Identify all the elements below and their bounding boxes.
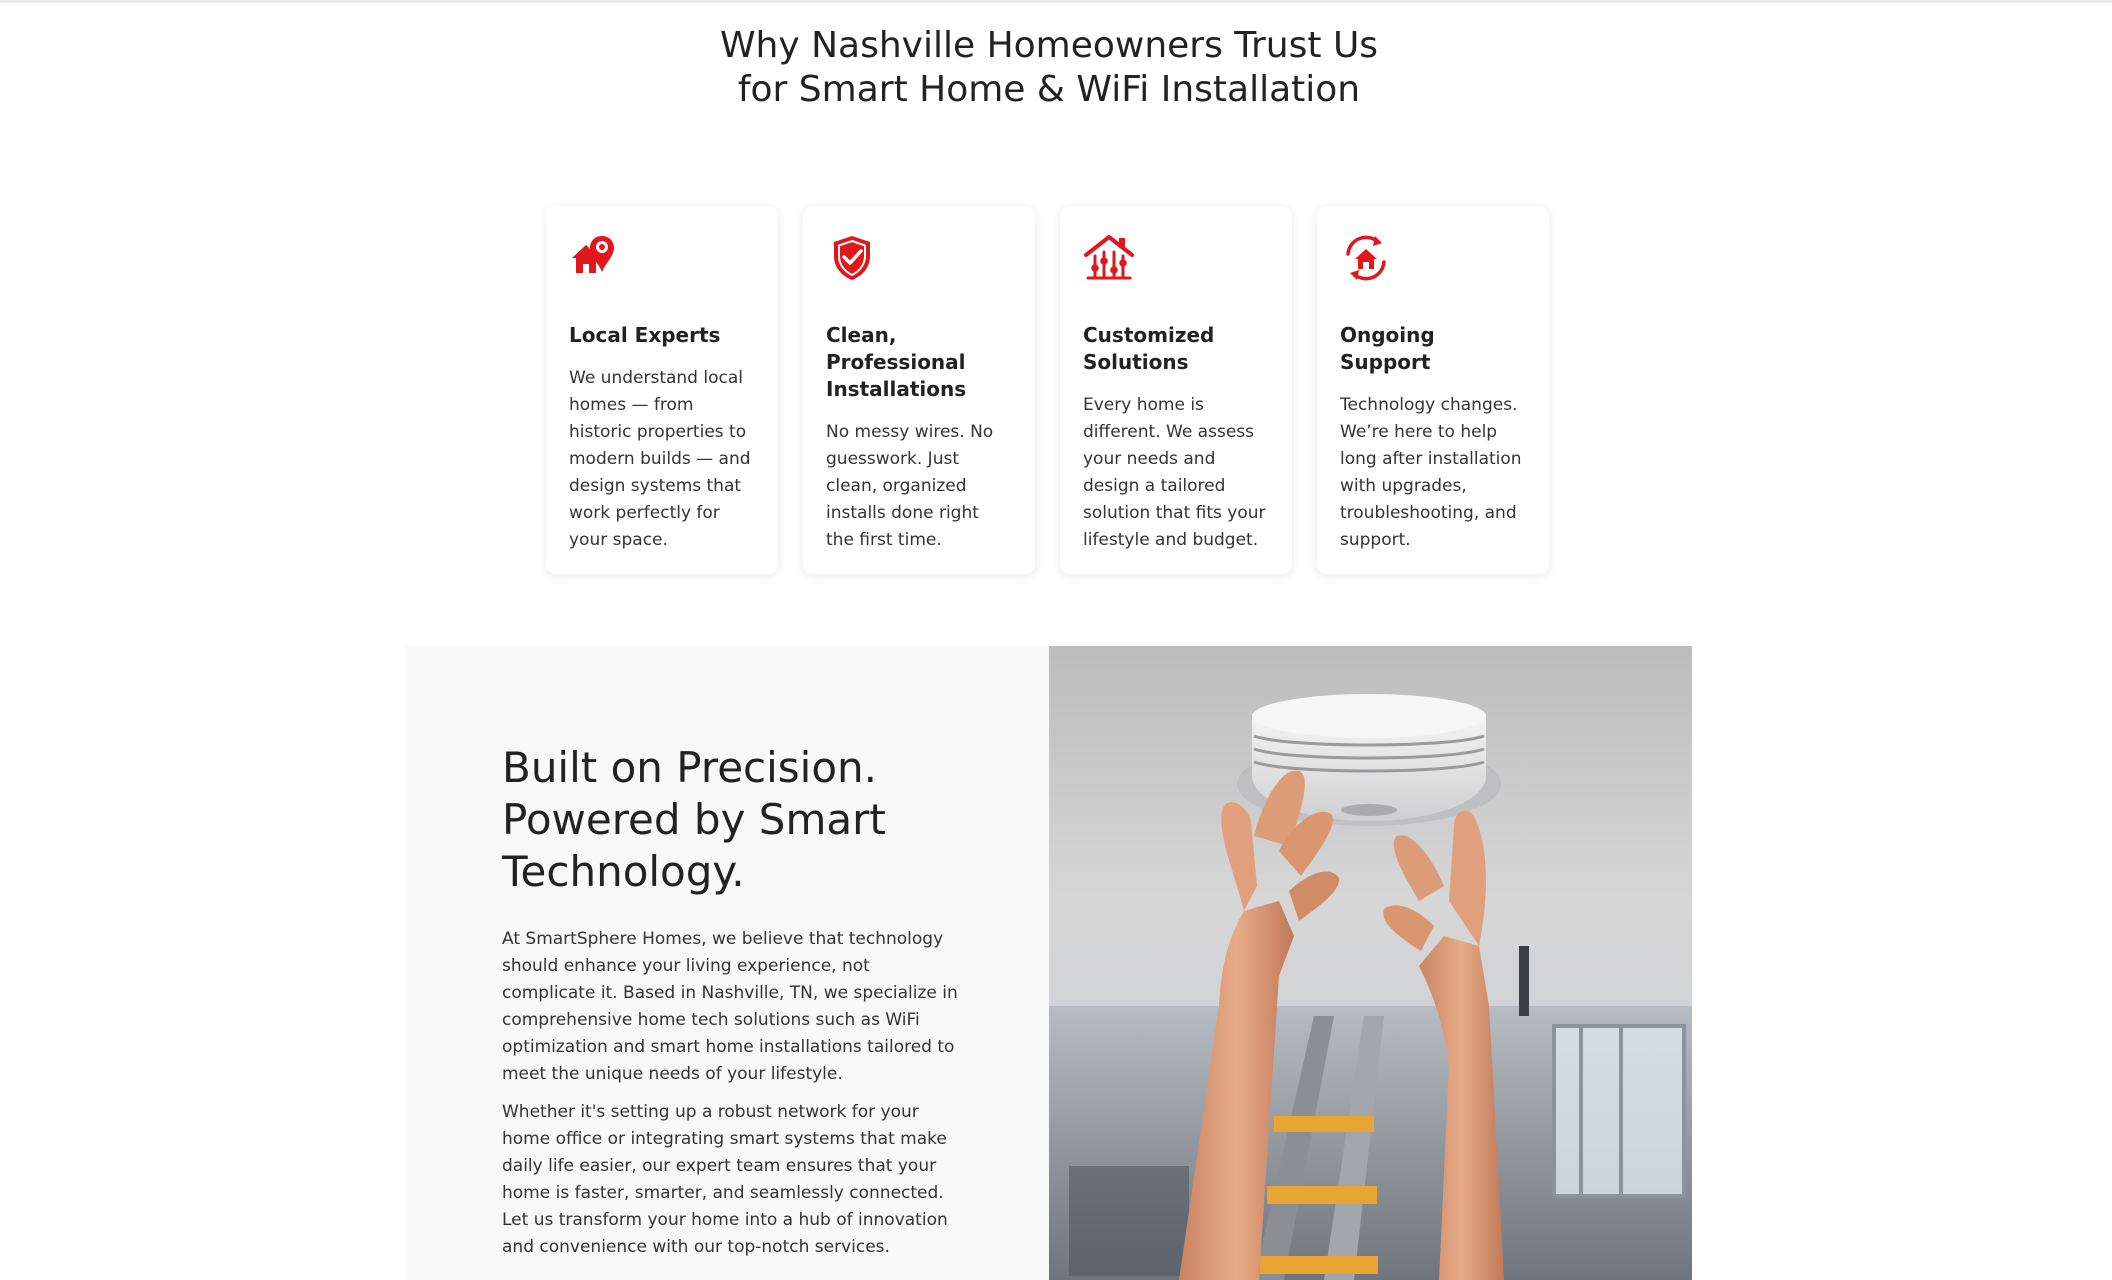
card-text: We understand local homes — from historic properties to modern builds — and design systems that work perfectly for your space. <box>569 368 751 550</box>
card-text: Every home is different. We assess your needs and design a tailored solution that fits your lifestyle and budget. <box>1083 395 1266 550</box>
feature-cards <box>546 206 1550 574</box>
precision-paragraph-2: Whether it's setting up a robust network for your home office or integrating smart systems that make daily life easier, our expert team ensures that your home is faster, smarter, and seamlessly connected. Let us transform your home into a hub of innovation and convenience with our top-notch services. <box>502 1102 948 1257</box>
top-divider <box>0 0 2112 3</box>
location-home-icon <box>569 232 621 284</box>
precision-title: Built on Precision. Powered by Smart Technology. <box>502 743 886 896</box>
precision-section <box>406 646 1692 1280</box>
feature-card-ongoing-support <box>1317 206 1549 574</box>
smoke-detector-install-photo <box>1049 646 1692 1280</box>
feature-card-local-experts <box>546 206 778 574</box>
card-title: Customized Solutions <box>1083 323 1215 374</box>
card-text: No messy wires. No guesswork. Just clean, organized installs done right the first time. <box>826 422 994 550</box>
precision-paragraph-1: At SmartSphere Homes, we believe that technology should enhance your living experience, not complicate it. Based in Nashville, TN, we specialize in comprehensive home tech solutions such as WiFi optimization and smart home installations tailored to meet the unique needs of your lifestyle. <box>502 929 958 1084</box>
feature-card-customized-solutions <box>1060 206 1292 574</box>
home-support-icon <box>1340 232 1392 284</box>
card-title: Local Experts <box>569 323 721 347</box>
feature-card-clean-installations <box>803 206 1035 574</box>
home-settings-icon <box>1083 232 1135 284</box>
card-title: Clean, Professional Installations <box>826 323 967 401</box>
precision-text-panel <box>406 646 1049 1280</box>
shield-check-icon <box>826 232 878 284</box>
why-section-title: Why Nashville Homeowners Trust Us for Smart Home & WiFi Installation <box>719 25 1379 110</box>
card-title: Ongoing Support <box>1340 323 1435 374</box>
card-text: Technology changes. We’re here to help long after installation with upgrades, troubleshooting, and support. <box>1340 395 1522 550</box>
